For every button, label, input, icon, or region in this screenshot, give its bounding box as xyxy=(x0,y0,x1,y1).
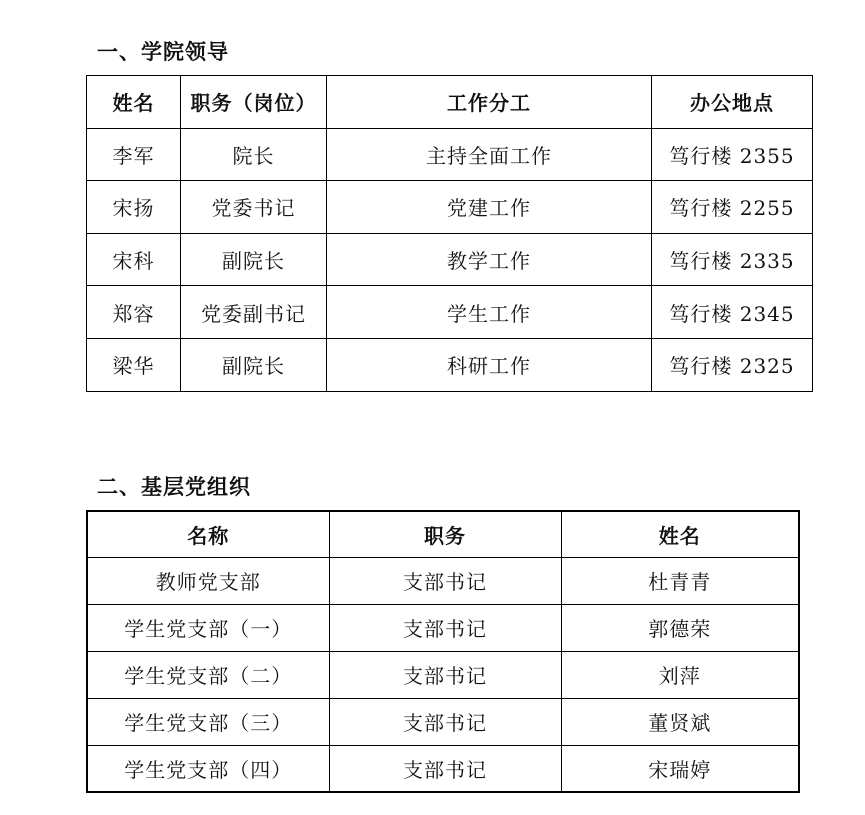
table-row xyxy=(87,557,799,604)
cell-office: 笃行楼 2335 xyxy=(652,233,813,286)
cell-office: 笃行楼 2345 xyxy=(652,286,813,339)
cell-name: 郑容 xyxy=(87,286,181,339)
cell-org-name: 教师党支部 xyxy=(87,557,329,604)
table-row xyxy=(87,181,813,234)
cell-office: 笃行楼 2255 xyxy=(652,181,813,234)
cell-org-name: 学生党支部（四） xyxy=(87,745,329,792)
header-role: 职务 xyxy=(329,511,561,557)
cell-role: 支部书记 xyxy=(329,698,561,745)
cell-duty: 教学工作 xyxy=(327,233,652,286)
cell-name: 宋扬 xyxy=(87,181,181,234)
cell-duty: 主持全面工作 xyxy=(327,128,652,181)
cell-person-name: 宋瑞婷 xyxy=(561,745,799,792)
header-duty: 工作分工 xyxy=(327,76,652,129)
cell-position: 党委书记 xyxy=(181,181,327,234)
table-row xyxy=(87,128,813,181)
header-position: 职务（岗位） xyxy=(181,76,327,129)
cell-org-name: 学生党支部（二） xyxy=(87,651,329,698)
cell-person-name: 郭德荣 xyxy=(561,604,799,651)
cell-person-name: 刘萍 xyxy=(561,651,799,698)
table-row xyxy=(87,698,799,745)
table-row xyxy=(87,651,799,698)
header-org-name: 名称 xyxy=(87,511,329,557)
cell-name: 宋科 xyxy=(87,233,181,286)
cell-duty: 科研工作 xyxy=(327,338,652,391)
party-org-table xyxy=(86,510,800,793)
header-person-name: 姓名 xyxy=(561,511,799,557)
section-title-leaders: 一、学院领导 xyxy=(97,39,229,64)
cell-position: 党委副书记 xyxy=(181,286,327,339)
cell-org-name: 学生党支部（三） xyxy=(87,698,329,745)
cell-role: 支部书记 xyxy=(329,651,561,698)
cell-position: 副院长 xyxy=(181,233,327,286)
cell-position: 副院长 xyxy=(181,338,327,391)
table-row xyxy=(87,745,799,792)
cell-name: 李军 xyxy=(87,128,181,181)
cell-office: 笃行楼 2355 xyxy=(652,128,813,181)
cell-duty: 学生工作 xyxy=(327,286,652,339)
cell-role: 支部书记 xyxy=(329,745,561,792)
cell-person-name: 董贤斌 xyxy=(561,698,799,745)
leaders-table xyxy=(86,75,813,392)
cell-duty: 党建工作 xyxy=(327,181,652,234)
table-header-row xyxy=(87,76,813,129)
header-office: 办公地点 xyxy=(652,76,813,129)
cell-person-name: 杜青青 xyxy=(561,557,799,604)
header-name: 姓名 xyxy=(87,76,181,129)
section-title-party-org: 二、基层党组织 xyxy=(97,474,251,499)
table-header-row xyxy=(87,511,799,557)
cell-role: 支部书记 xyxy=(329,557,561,604)
cell-position: 院长 xyxy=(181,128,327,181)
cell-name: 梁华 xyxy=(87,338,181,391)
table-row xyxy=(87,604,799,651)
cell-office: 笃行楼 2325 xyxy=(652,338,813,391)
table-row xyxy=(87,338,813,391)
cell-role: 支部书记 xyxy=(329,604,561,651)
cell-org-name: 学生党支部（一） xyxy=(87,604,329,651)
table-row xyxy=(87,286,813,339)
table-row xyxy=(87,233,813,286)
